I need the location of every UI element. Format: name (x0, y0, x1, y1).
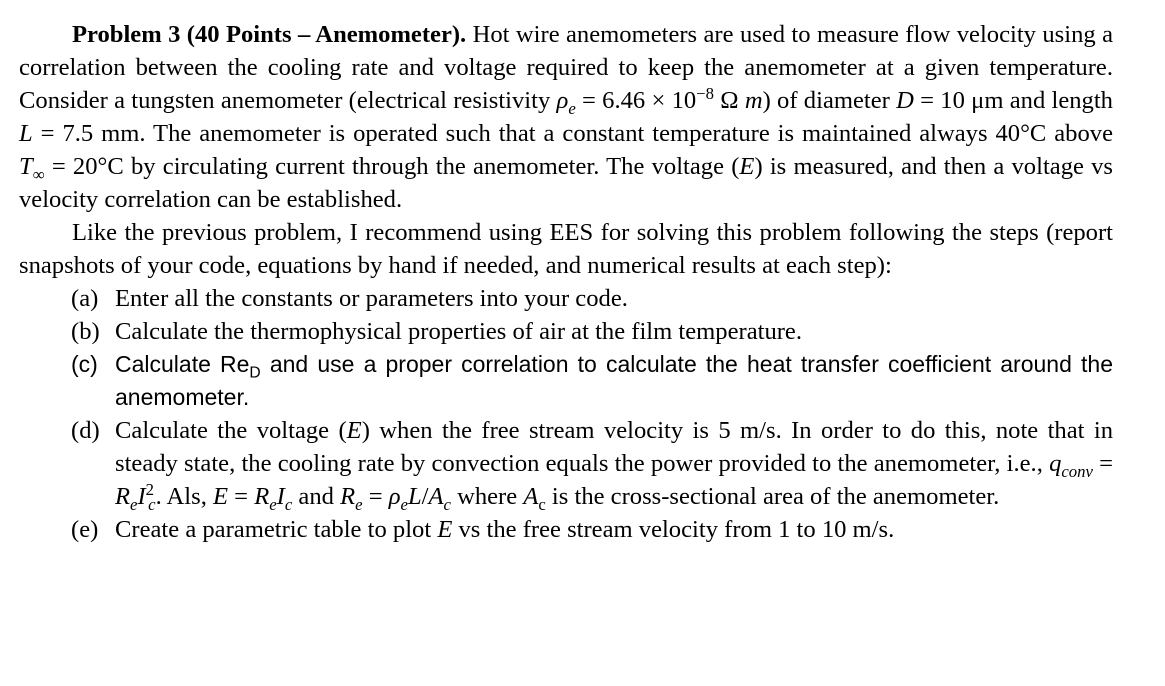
diameter-symbol: D (896, 87, 914, 114)
text-run: = (228, 483, 255, 510)
area-subscript: c (538, 494, 546, 514)
text-run: / (421, 483, 429, 510)
voltage-symbol: E (213, 483, 229, 510)
temperature-symbol: T (19, 153, 33, 180)
text-run: Create a parametric table to plot (115, 516, 438, 543)
rho-subscript: e (400, 494, 408, 514)
item-marker: (e) (71, 516, 99, 543)
text-run: vs the free stream velocity from 1 to 10 m/s. (452, 516, 895, 543)
text-run: ) when the free stream velocity is 5 m/s. In order to do this, note that in steady state, the cooling rate by convection equals the power provided to the anemometer, i.e., (115, 417, 1113, 477)
statement-text: Hot wire anemometers are used to measure flow velocity using a correlation between the cooling rate and voltage required to keep the anemometer at a given temperature. Consider a tungsten anemometer (electrical resistivity (19, 21, 1113, 114)
reynolds-subscript: D (249, 364, 261, 382)
resistance-symbol: R (254, 483, 270, 510)
text-run: is the cross-sectional area of the anemometer. (545, 483, 1000, 510)
rho-symbol: ρ (388, 483, 401, 510)
voltage-symbol: E (346, 417, 362, 444)
statement-text: = 20°C by circulating current through the anemometer. The voltage ( (44, 153, 740, 180)
current-subscript: c (284, 494, 293, 514)
problem-statement (19, 18, 1113, 216)
current-exponent: 2 (145, 479, 155, 499)
q-symbol: q (1049, 450, 1062, 477)
item-text: Calculate the thermophysical properties of air at the film temperature. (115, 318, 802, 345)
current-subscript: c (148, 494, 156, 514)
text-run: where (450, 483, 524, 510)
length-symbol: L (19, 120, 33, 147)
problem-heading: Problem 3 (40 Points – Anemometer). (72, 21, 467, 48)
statement-text: = 6.46 × 10 (575, 87, 697, 114)
resistance-subscript: e (130, 494, 138, 514)
item-marker: (b) (71, 318, 100, 345)
list-item (19, 513, 1113, 546)
item-marker: (a) (71, 285, 99, 312)
q-subscript: conv (1061, 461, 1093, 481)
statement-text: Ω (714, 87, 745, 114)
text-run: Calculate the voltage ( (115, 417, 347, 444)
item-text (115, 417, 1113, 514)
reynolds-symbol: Calculate Re (115, 351, 250, 377)
rho-subscript: e (568, 98, 576, 118)
text-run: = (362, 483, 389, 510)
rho-symbol: ρ (556, 87, 569, 114)
current-symbol: I (276, 483, 285, 510)
statement-text: ) is measured, and then a voltage vs velocity correlation can be established. (19, 153, 1113, 213)
resistance-subscript: e (355, 494, 363, 514)
voltage-symbol: E (437, 516, 453, 543)
resistance-symbol: R (340, 483, 356, 510)
current-symbol: I (137, 483, 146, 510)
exponent: −8 (696, 83, 714, 103)
item-text: Enter all the constants or parameters into your code. (115, 285, 628, 312)
list-item (19, 282, 1113, 315)
voltage-symbol: E (739, 153, 755, 180)
list-item (19, 315, 1113, 348)
statement-text: ) of diameter (762, 87, 897, 114)
text-run: . Als, (155, 483, 213, 510)
resistance-subscript: e (269, 494, 277, 514)
text-run: and (292, 483, 341, 510)
resistance-symbol: R (115, 483, 131, 510)
steps-list (19, 282, 1113, 546)
item-marker: (d) (71, 417, 100, 444)
area-symbol: A (428, 483, 444, 510)
area-subscript: c (443, 494, 451, 514)
item-text (115, 516, 894, 543)
statement-text: = 7.5 mm. The anemometer is operated such that a constant temperature is maintained always 40°C above (32, 120, 1113, 147)
length-symbol: L (407, 483, 422, 510)
infinity-subscript: ∞ (32, 164, 45, 184)
item-marker: (c) (71, 351, 98, 377)
list-item (19, 414, 1113, 513)
text-run: = (1092, 450, 1113, 477)
statement-text: = 10 μm and length (913, 87, 1113, 114)
list-item (19, 348, 1113, 414)
area-symbol: A (523, 483, 539, 510)
item-text-rest: and use a proper correlation to calculate the heat transfer coefficient around the anemometer. (115, 351, 1113, 410)
unit-m: m (744, 87, 763, 114)
intro-paragraph: Like the previous problem, I recommend using EES for solving this problem following the steps (report snapshots of your code, equations by hand if needed, and numerical results at each step): (19, 219, 1113, 279)
item-text (115, 351, 1113, 410)
